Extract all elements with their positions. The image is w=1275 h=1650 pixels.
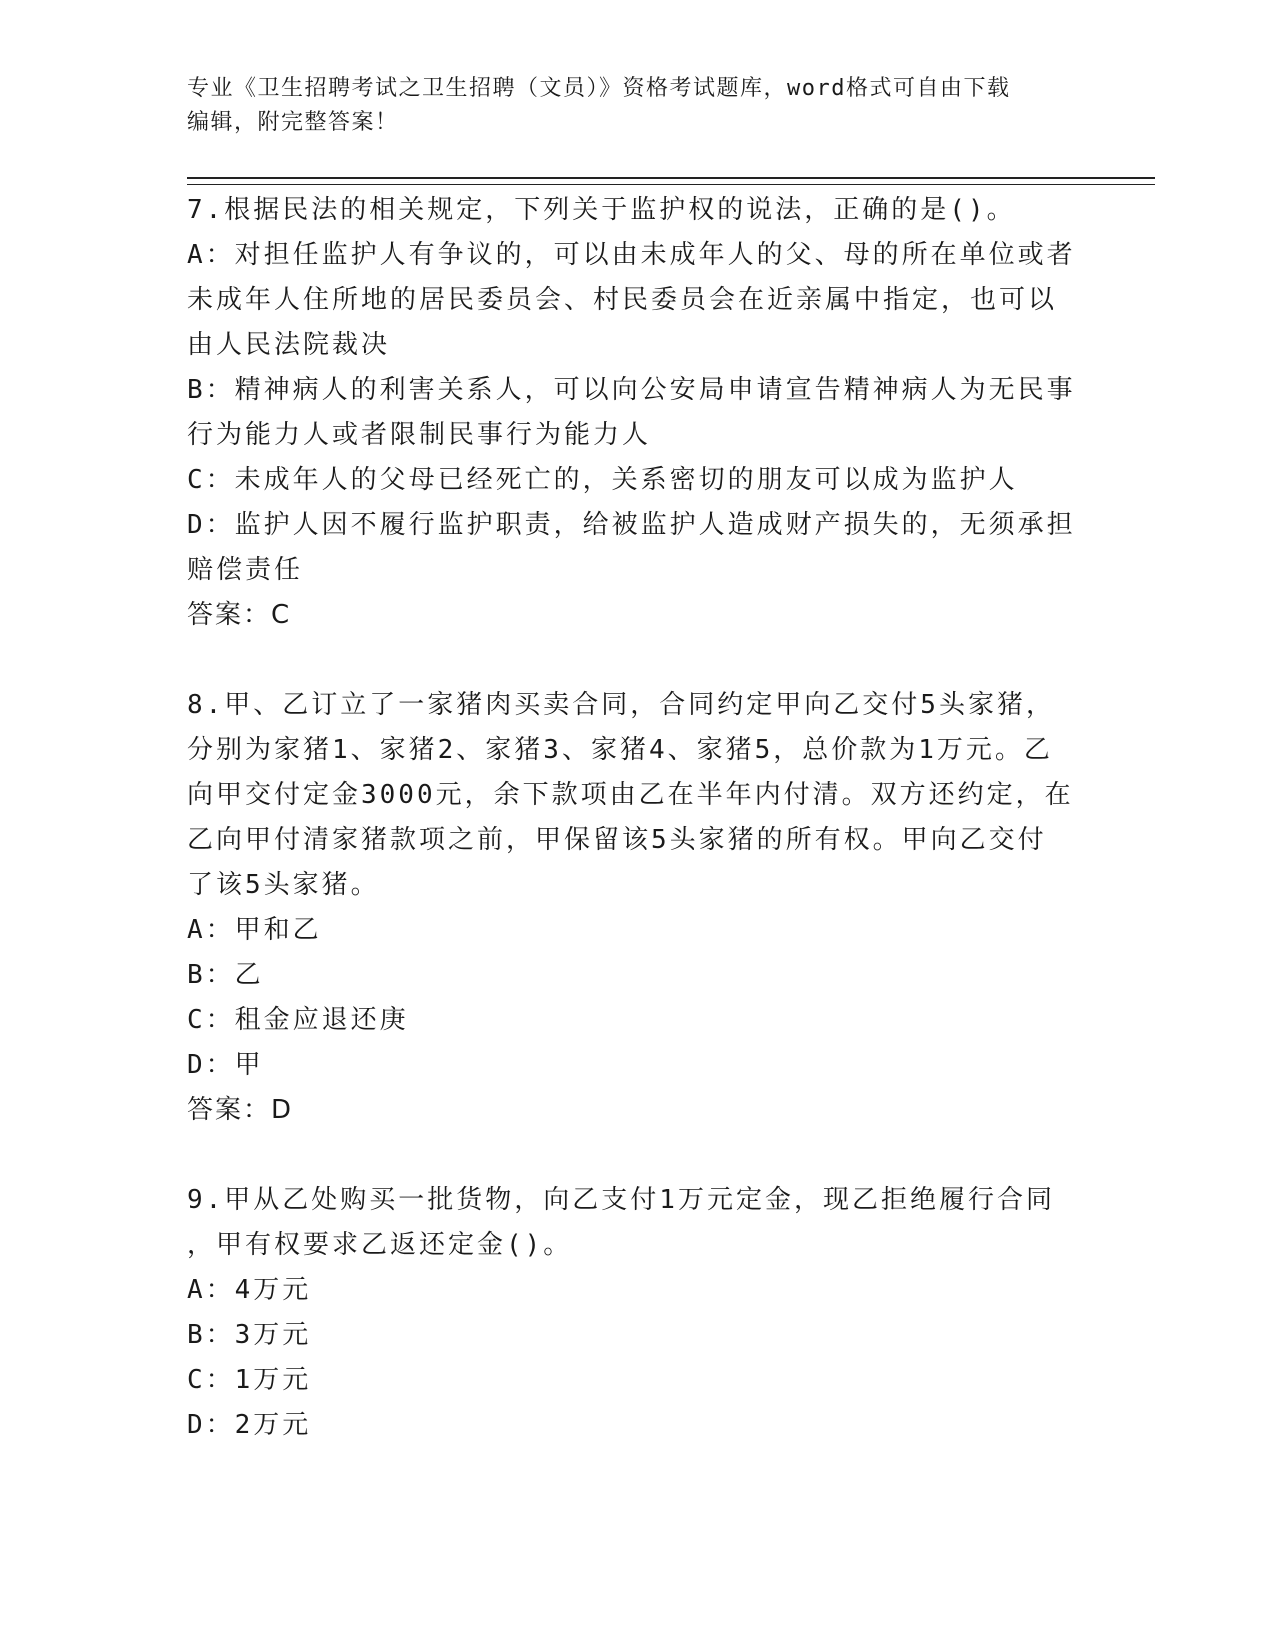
- question-stem: 8.甲、乙订立了一家猪肉买卖合同，合同约定甲向乙交付5头家猪，: [187, 690, 1055, 720]
- question-list: [187, 188, 1087, 1493]
- header-line-1: 专业《卫生招聘考试之卫生招聘（文员）》资格考试题库，word格式可自由下载: [187, 76, 1011, 101]
- question-stem: 向甲交付定金3000元，余下款项由乙在半年内付清。双方还约定，在: [187, 780, 1074, 810]
- option-a: A：对担任监护人有争议的，可以由未成年人的父、母的所在单位或者: [187, 240, 1076, 270]
- option-b: B：精神病人的利害关系人，可以向公安局申请宣告精神病人为无民事: [187, 375, 1076, 405]
- option-a: A：甲和乙: [187, 915, 322, 945]
- question-stem: 分别为家猪1、家猪2、家猪3、家猪4、家猪5，总价款为1万元。乙: [187, 735, 1053, 765]
- option-a: 未成年人住所地的居民委员会、村民委员会在近亲属中指定，也可以: [187, 285, 1058, 315]
- answer-line: 答案：D: [187, 1095, 294, 1125]
- question-stem: 乙向甲付清家猪款项之前，甲保留该5头家猪的所有权。甲向乙交付: [187, 825, 1047, 855]
- option-b: B：乙: [187, 960, 264, 990]
- question-stem: 7.根据民法的相关规定，下列关于监护权的说法，正确的是()。: [187, 195, 1016, 225]
- option-d: D：监护人因不履行监护职责，给被监护人造成财产损失的，无须承担: [187, 510, 1076, 540]
- question-stem: 9.甲从乙处购买一批货物，向乙支付1万元定金，现乙拒绝履行合同: [187, 1185, 1055, 1215]
- answer-line: 答案：C: [187, 600, 292, 630]
- option-a: A：4万元: [187, 1275, 312, 1305]
- option-c: C：1万元: [187, 1365, 312, 1395]
- document-header: [187, 72, 1087, 140]
- option-a: 由人民法院裁决: [187, 330, 391, 360]
- question-stem: ，甲有权要求乙返还定金()。: [187, 1230, 573, 1260]
- option-d: D：甲: [187, 1050, 264, 1080]
- option-b: B：3万元: [187, 1320, 312, 1350]
- question-7: [187, 188, 1087, 638]
- question-9: [187, 1178, 1087, 1448]
- option-b: 行为能力人或者限制民事行为能力人: [187, 420, 652, 450]
- option-d: 赔偿责任: [187, 555, 304, 585]
- header-divider: [187, 177, 1155, 185]
- option-d: D：2万元: [187, 1410, 312, 1440]
- option-c: C：租金应退还庚: [187, 1005, 409, 1035]
- question-stem: 了该5头家猪。: [187, 870, 380, 900]
- option-c: C：未成年人的父母已经死亡的，关系密切的朋友可以成为监护人: [187, 465, 1018, 495]
- header-line-2: 编辑，附完整答案！: [187, 110, 399, 135]
- question-8: [187, 683, 1087, 1133]
